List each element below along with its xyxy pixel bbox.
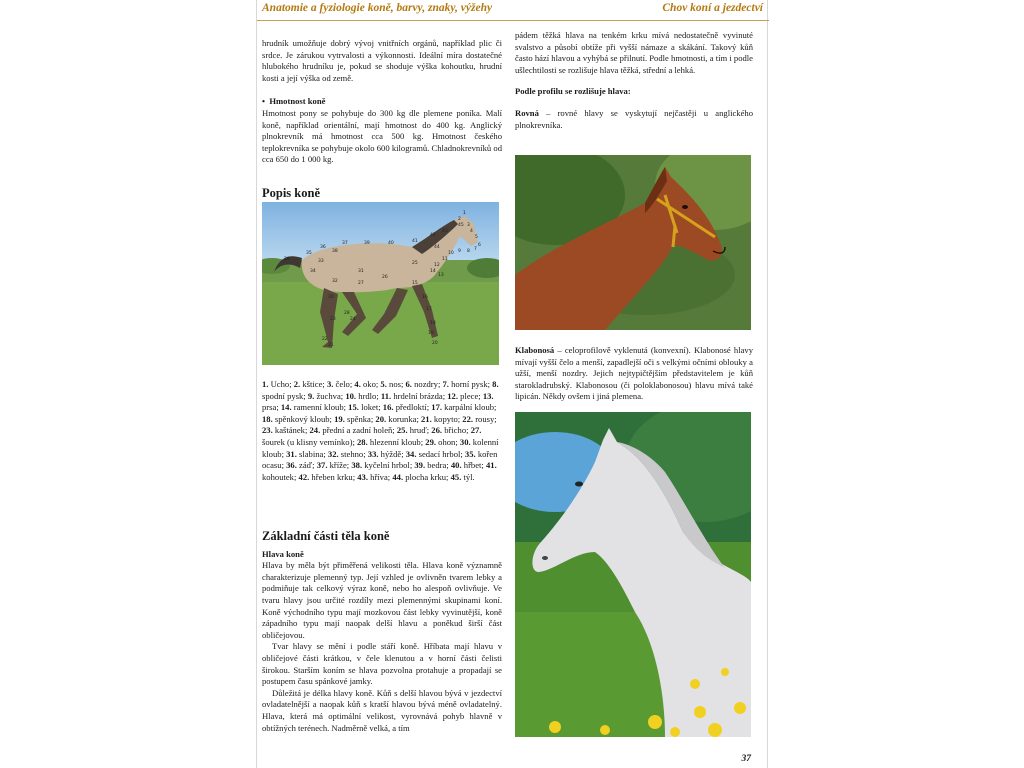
legend-entry: 39. bedra; [414, 460, 451, 471]
diagram-label: 39 [364, 241, 370, 246]
legend-entry: 7. horní pysk; [442, 379, 493, 389]
diagram-label: 5 [475, 235, 478, 240]
horse-diagram-photo [262, 202, 499, 365]
continuation-paragraph: pádem těžká hlava na tenkém krku mívá nedostatečně vyvinuté svalstvo a působí obtíže při vyšší námaze a skákání. Takový kůň často hází hlavou a vyhýbá se přilnutí. Podle hmotnosti, a tím i podle ušlechtilosti se rozlišuje hlava těžká, střední a lehká. [515, 30, 753, 75]
diagram-label: 31 [358, 269, 364, 274]
legend-entry: 4. oko; [354, 379, 381, 389]
diagram-label: 44 [434, 245, 440, 250]
diagram-label: 4 [470, 229, 473, 234]
legend-entry: 30. kolenní kloub; [262, 436, 499, 459]
legend-entry: 12. plece; [447, 390, 483, 401]
legend-entry: 31. slabina; [286, 448, 328, 459]
diagram-label: 14 [430, 269, 436, 274]
roman-nose-text [515, 345, 753, 403]
diagram-label: 34 [310, 269, 316, 274]
legend-entry: 37. kříže; [316, 460, 352, 471]
legend-entry: 18. spěnkový kloub; [262, 413, 335, 424]
diagram-label: 13 [438, 273, 444, 278]
legend-entry: 6. nozdry; [405, 379, 443, 389]
head-paragraph-3: Důležitá je délka hlavy koně. Kůň s delší hlavou bývá v jezdectví ovladatelnější a naopak kůň s kratší hlavou bývá méně ovladatelný. Hlava, která má optimální velikost, vyrovnává pohyb hlavně v obtížných terénech. Nadměrně velká, a tím [262, 687, 502, 733]
diagram-label: 27 [358, 281, 364, 286]
diagram-label: 17 [426, 307, 432, 312]
legend-entry: 14. ramenní kloub; [280, 402, 349, 413]
diagram-label: 1 [463, 211, 466, 216]
diagram-label: 40 [388, 241, 394, 246]
legend-entry: 43. hříva; [357, 471, 393, 482]
section-heading-description: Popis koně [262, 185, 321, 200]
diagram-label: 3 [467, 223, 470, 228]
legend-entry: 42. hřeben krku; [298, 471, 358, 482]
legend-entry: 19. spěnka; [334, 413, 376, 424]
straight-profile-paragraph: Rovná – rovné hlavy se vyskytují nejčastěji u anglického plnokrevníka. [515, 107, 753, 130]
diagram-label: 21 [328, 343, 334, 348]
diagram-label: 7 [474, 247, 477, 252]
header-right-title: Chov koní a jezdectví [662, 2, 763, 14]
diagram-label: 16 [422, 295, 428, 300]
legend-entry: 32. stehno; [327, 448, 368, 459]
diagram-label: 15 [412, 281, 418, 286]
weight-paragraph: Hmotnost pony se pohybuje do 300 kg dle plemene poníka. Malí koně, například orientální, mají hmotnost do 400 kg. Anglický plnokrevník má hmotnost cca 500 kg. Hmotnost českého teplokrevníka se pohybuje okolo 600 kilogramů. Chladnokrevníků od cca 650 do 1 000 kg. [262, 107, 502, 165]
legend-entry: 1. Ucho; [262, 379, 294, 389]
diagram-label: 41 [412, 239, 418, 244]
legend-entry: 44. plocha krku; [392, 471, 451, 482]
diagram-label: 23 [330, 317, 336, 322]
diagram-label: 36 [320, 245, 326, 250]
legend-entry: 22. rousy; [462, 413, 497, 424]
legend-entry: 41. kohoutek; [262, 460, 497, 482]
legend-entry: 38. kyčelní hrbol; [351, 460, 415, 471]
left-column-lower [262, 531, 502, 734]
left-column [262, 38, 502, 200]
diagram-label: 11 [442, 257, 448, 262]
intro-paragraph: hrudník umožňuje dobrý vývoj vnitřních orgánů, například plic či srdce. Je zárukou vytrvalosti a výkonnosti. Ideální míra dostatečné hlubokého hrudníku je, pokud se shoduje výška kohoutku, hrudní kosti a její výška od země. [262, 38, 502, 83]
legend-entry: 21. kopyto; [420, 413, 463, 424]
legend-entry: 10. hrdlo; [345, 390, 381, 401]
legend-entry: 29. ohon; [425, 436, 460, 447]
diagram-label: 6 [478, 243, 481, 248]
diagram-label: 24 [350, 317, 356, 322]
diagram-label: 43 [442, 229, 448, 234]
profile-subheading: Podle profilu se rozlišuje hlava: [515, 86, 631, 97]
book-page [256, 0, 768, 768]
diagram-label: 18 [430, 321, 436, 326]
diagram-label: 19 [428, 331, 434, 336]
chestnut-horse-photo [515, 155, 751, 330]
legend-entry: 25. hruď; [396, 425, 432, 436]
part-legend [262, 379, 502, 483]
legend-entry: 36. záď; [286, 460, 317, 471]
legend-entry: 33. hýždě; [367, 448, 406, 459]
legend-entry: 13. prsa; [262, 390, 494, 413]
head-paragraph-1: Hlava by měla být přiměřená velikosti těla. Hlava koně významně charakterizuje plemenný typ. Její vzhled je ovlivněn tvarem lebky a podmiňuje tak celkový výraz koně, nebo ho alespoň ovlivňuje. Ve tvaru hlavy jsou určité rozdíly mezi plemennými skupinami koní. Koně východního typu mají mozkovou část lebky vyvinutější, koně západního typu mají naopak delší hlavu a poněkud širší část obličejovou. [262, 560, 502, 640]
diagram-label: 32 [332, 279, 338, 284]
diagram-label: 30 [328, 295, 334, 300]
diagram-label: 12 [434, 263, 440, 268]
diagram-label: 28 [344, 311, 350, 316]
diagram-label: 29 [284, 257, 290, 262]
legend-entry: 3. čelo; [326, 379, 355, 389]
diagram-label: 26 [382, 275, 388, 280]
legend-entry: 34. sedací hrbol; [405, 448, 465, 459]
white-horse-photo [515, 412, 751, 737]
section-heading-body-parts: Základní části těla koně [262, 529, 390, 543]
diagram-label: 22 [322, 337, 328, 342]
diagram-label: 25 [412, 261, 418, 266]
legend-entry: 45. týl. [450, 471, 475, 482]
legend-entry: 17. karpální kloub; [431, 402, 497, 413]
page-number: 37 [741, 754, 751, 764]
weight-subheading: • Hmotnost koně [262, 96, 326, 107]
legend-entry: 2. kštice; [293, 379, 327, 389]
diagram-label: 38 [332, 249, 338, 254]
legend-entry: 35. kořen ocasu; [262, 448, 498, 471]
legend-entry: 40. hřbet; [450, 460, 486, 471]
diagram-label: 10 [448, 251, 454, 256]
running-header [257, 0, 769, 21]
diagram-label: 9 [458, 249, 461, 254]
legend-entry: 26. břicho; [431, 425, 471, 436]
diagram-label: 35 [306, 251, 312, 256]
right-column [515, 30, 753, 131]
legend-entry: 9. žuchva; [307, 390, 346, 401]
diagram-label: 20 [432, 341, 438, 346]
legend-entry: 23. kaštánek; [262, 425, 310, 436]
legend-entry: 11. hrdelní brázda; [380, 390, 448, 401]
header-left-title: Anatomie a fyziologie koně, barvy, znaky, výžehy [262, 2, 493, 14]
diagram-label: 2 [458, 217, 461, 222]
legend-entry: 16. předloktí; [382, 402, 432, 413]
legend-entry: 28. hlezenní kloub; [357, 436, 426, 447]
diagram-label: 8 [467, 249, 470, 254]
head-subheading: Hlava koně [262, 548, 304, 559]
diagram-svg [262, 202, 499, 365]
diagram-label: 42 [430, 233, 436, 238]
legend-entry: 20. korunka; [375, 413, 421, 424]
legend-entry: 15. loket; [348, 402, 383, 413]
diagram-label: 37 [342, 241, 348, 246]
legend-entry: 5. nos; [380, 379, 406, 389]
legend-entry: 8. spodní pysk; [262, 379, 499, 401]
legend-entry: 24. přední a zadní holeň; [309, 425, 397, 436]
diagram-label: 33 [318, 259, 324, 264]
head-paragraph-2: Tvar hlavy se mění i podle stáří koně. Hříbata mají hlavu v obličejové části krátkou, v čele klenutou a v horní části čelisti širokou. Starším koním se hlava pozvolna protahuje a propadají se postupem času spánkové jamky. [262, 641, 502, 687]
diagram-label: 45 [458, 223, 464, 228]
legend-entry: 27. šourek (u klisny vemínko); [262, 425, 482, 447]
roman-profile-paragraph: Klabonosá – celoprofilově vyklenutá (konvexní). Klabonosé hlavy mívají vyšší čelo a menší, zapadlejší oči s velkými očními oblouky a užší, menší nozdry. Jejich nejtypičtějším představitelem je kůň starokladrubský. Klabonosou (či poloklabonosou) hlavu mívá také lipicán. Někdy ovšem i jiná plemena. [515, 345, 753, 402]
